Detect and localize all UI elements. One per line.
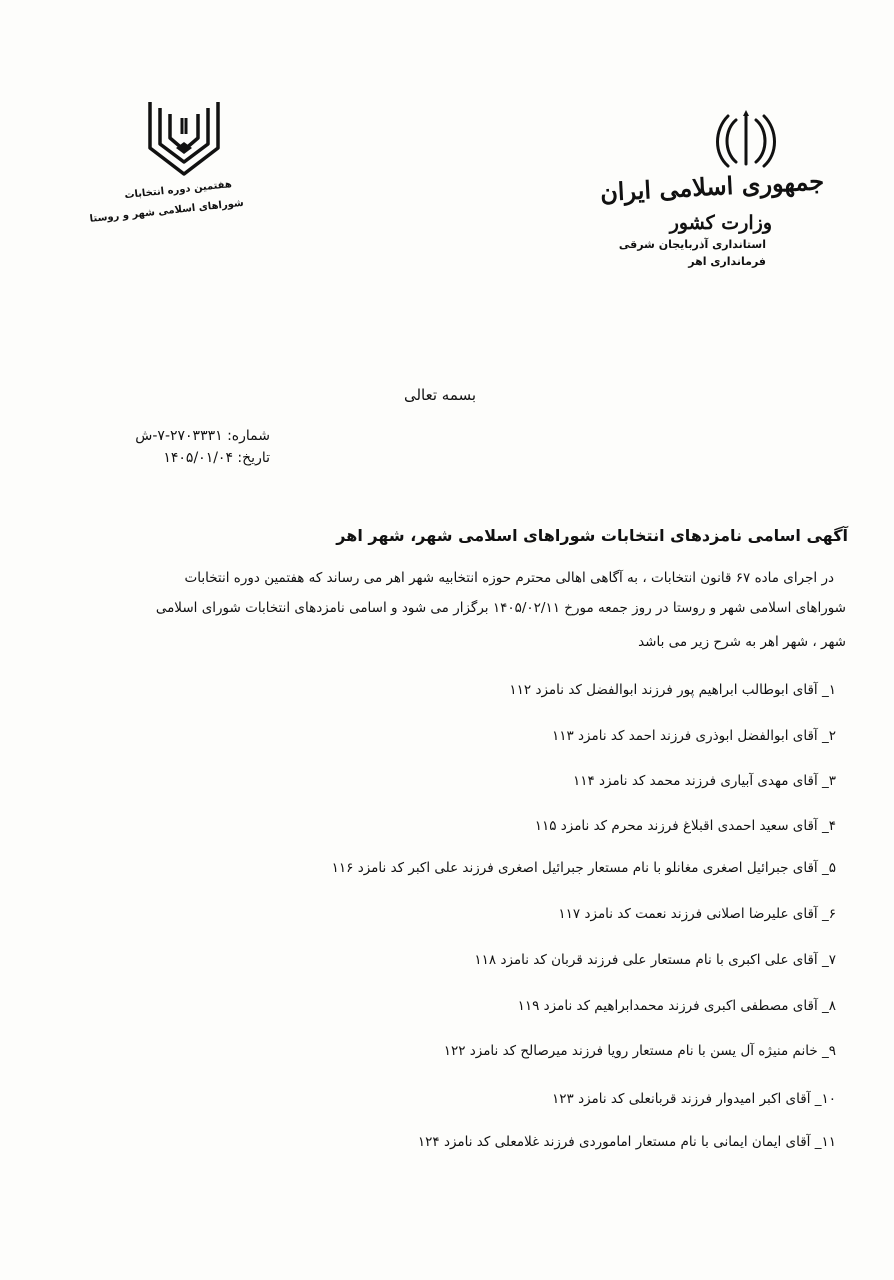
candidate-item: ۹_ خانم منیژه آل یسن با نام مستعار رویا فرزند میرصالح کد نامزد ۱۲۲ bbox=[443, 1043, 836, 1059]
office-name: فرمانداری اهر bbox=[688, 255, 766, 268]
governorate-name: استانداری آذربایجان شرقی bbox=[618, 238, 766, 251]
candidate-item: ۱_ آقای ابوطالب ابراهیم پور فرزند ابوالفضل کد نامزد ۱۱۲ bbox=[509, 682, 836, 698]
announcement-title: آگهی اسامی نامزدهای انتخابات شوراهای اسلامی شهر، شهر اهر bbox=[336, 526, 848, 545]
letter-number: شماره: ۲۷۰۳۳۳۱-۷-ش bbox=[135, 428, 270, 444]
ballot-box-icon bbox=[146, 98, 222, 178]
candidate-item: ۱۱_ آقای ایمان ایمانی با نام مستعار اماموردی فرزند غلامعلی کد نامزد ۱۲۴ bbox=[417, 1134, 836, 1150]
logo-caption-2: شوراهای اسلامی شهر و روستا bbox=[89, 197, 245, 225]
logo-caption-1: هفتمین دوره انتخابات bbox=[123, 179, 233, 202]
candidate-item: ۷_ آقای علی اکبری با نام مستعار علی فرزند قربان کد نامزد ۱۱۸ bbox=[474, 952, 836, 968]
body-line-1: در اجرای ماده ۶۷ قانون انتخابات ، به آگاهی اهالی محترم حوزه انتخابیه شهر اهر می رساند که هفتمین دوره انتخابات bbox=[184, 570, 834, 586]
candidate-item: ۶_ آقای علیرضا اصلانی فرزند نعمت کد نامزد ۱۱۷ bbox=[558, 906, 836, 922]
ministry-name: وزارت کشور bbox=[669, 212, 772, 234]
candidate-item: ۳_ آقای مهدی آبیاری فرزند محمد کد نامزد ۱۱۴ bbox=[572, 773, 836, 789]
candidate-item: ۸_ آقای مصطفی اکبری فرزند محمدابراهیم کد نامزد ۱۱۹ bbox=[517, 998, 836, 1014]
iran-emblem-icon bbox=[710, 108, 782, 172]
body-line-2: شوراهای اسلامی شهر و روستا در روز جمعه مورخ ۱۴۰۵/۰۲/۱۱ برگزار می شود و اسامی نامزدهای انتخابات شورای اسلامی bbox=[155, 600, 846, 616]
body-line-3: شهر ، شهر اهر به شرح زیر می باشد bbox=[638, 634, 846, 650]
candidate-item: ۱۰_ آقای اکبر امیدوار فرزند قربانعلی کد نامزد ۱۲۳ bbox=[552, 1091, 836, 1107]
candidate-item: ۴_ آقای سعید احمدی اقبلاغ فرزند محرم کد نامزد ۱۱۵ bbox=[534, 818, 836, 834]
basmala: بسمه تعالی bbox=[403, 386, 477, 404]
candidate-item: ۵_ آقای جبرائیل اصغری مغانلو با نام مستعار جبرائیل اصغری فرزند علی اکبر کد نامزد ۱۱۶ bbox=[331, 860, 836, 876]
country-name: جمهوری اسلامی ایران bbox=[599, 166, 825, 207]
election-logo bbox=[89, 98, 245, 228]
candidate-item: ۲_ آقای ابوالفضل ابوذری فرزند احمد کد نامزد ۱۱۳ bbox=[551, 728, 836, 744]
letter-date: تاریخ: ۱۴۰۵/۰۱/۰۴ bbox=[163, 450, 270, 466]
